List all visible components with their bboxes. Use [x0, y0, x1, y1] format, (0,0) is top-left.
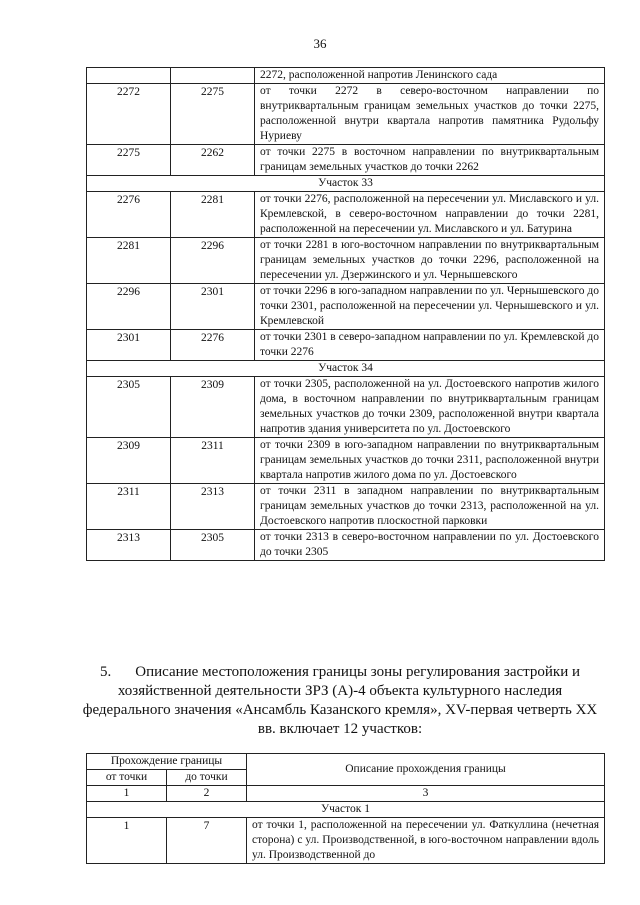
boundary-description: от точки 2311 в западном направлении по внутриквартальным границам земельных участков до точки 2313, расположенной на ул. Достоевского напротив плоскостной парковки: [255, 484, 605, 530]
point-to: [171, 68, 255, 84]
point-from: 2305: [87, 377, 171, 438]
section-label: Участок 34: [87, 361, 605, 377]
boundary-description: от точки 2272 в северо-восточном направлении по внутриквартальным границам земельных участков до точки 2275, расположенной внутри квартала напротив памятника Рудольфу Нуриеву: [255, 84, 605, 145]
boundary-description: от точки 2305, расположенной на ул. Достоевского напротив жилого дома, в восточном направлении по внутриквартальным границам земельных участков до точки 2309, расположенной внутри квартала напротив здания университета по ул. Достоевского: [255, 377, 605, 438]
point-to: 2309: [171, 377, 255, 438]
table-column-numbers: [87, 786, 605, 802]
column-number: 2: [167, 786, 247, 802]
point-from: 2313: [87, 530, 171, 561]
boundary-table-continued: [86, 67, 605, 561]
header-description: Описание прохождения границы: [247, 754, 605, 786]
point-to: 2296: [171, 238, 255, 284]
table-row: [87, 377, 605, 438]
column-number: 3: [247, 786, 605, 802]
table-row: [87, 84, 605, 145]
section-label: Участок 1: [87, 802, 605, 818]
point-from: 2309: [87, 438, 171, 484]
point-to: 2262: [171, 145, 255, 176]
column-number: 1: [87, 786, 167, 802]
point-to: 7: [167, 818, 247, 864]
table-row: [87, 238, 605, 284]
header-to: до точки: [167, 770, 247, 786]
point-to: 2305: [171, 530, 255, 561]
point-from: 2296: [87, 284, 171, 330]
point-from: 2275: [87, 145, 171, 176]
section-row: [87, 361, 605, 377]
boundary-description: от точки 2309 в юго-западном направлении по внутриквартальным границам земельных участков до точки 2311, расположенной внутри квартала напротив жилого дома по ул. Достоевского: [255, 438, 605, 484]
boundary-description: от точки 2281 в юго-восточном направлении по внутриквартальным границам земельных участков до точки 2296, расположенной на пересечении ул. Дзержинского и ул. Чернышевского: [255, 238, 605, 284]
table-row: [87, 68, 605, 84]
point-to: 2276: [171, 330, 255, 361]
point-to: 2311: [171, 438, 255, 484]
header-group: Прохождение границы: [87, 754, 247, 770]
section-heading: [80, 663, 600, 739]
boundary-description: от точки 2276, расположенной на пересечении ул. Миславского и ул. Кремлевской, в северо-восточном направлении до точки 2281, расположенной на пересечении ул. Миславского и ул. Батурина: [255, 192, 605, 238]
section-label: Участок 33: [87, 176, 605, 192]
point-from: 2281: [87, 238, 171, 284]
table-row: [87, 484, 605, 530]
table-row: [87, 192, 605, 238]
table-header-row: [87, 754, 605, 770]
section-row: [87, 802, 605, 818]
table-row: [87, 145, 605, 176]
boundary-description: от точки 2275 в восточном направлении по внутриквартальным границам земельных участков до точки 2262: [255, 145, 605, 176]
point-to: 2281: [171, 192, 255, 238]
point-from: 2276: [87, 192, 171, 238]
table-row: [87, 818, 605, 864]
section-number: 5.: [99, 664, 112, 680]
point-from: [87, 68, 171, 84]
header-from: от точки: [87, 770, 167, 786]
point-from: 2301: [87, 330, 171, 361]
boundary-description: 2272, расположенной напротив Ленинского сада: [255, 68, 605, 84]
section-row: [87, 176, 605, 192]
boundary-description: от точки 2296 в юго-западном направлении по ул. Чернышевского до точки 2301, расположенной на пересечении ул. Чернышевского и ул. Кремлевской: [255, 284, 605, 330]
point-from: 2272: [87, 84, 171, 145]
point-to: 2313: [171, 484, 255, 530]
table-row: [87, 530, 605, 561]
section-heading-text: Описание местоположения границы зоны регулирования застройки и хозяйственной деятельности ЗРЗ (А)-4 объекта культурного наследия федерального значения «Ансамбль Казанского кремля», XV-первая четверть XX вв. включает 12 участков:: [82, 664, 598, 737]
table-row: [87, 330, 605, 361]
point-from: 1: [87, 818, 167, 864]
boundary-description: от точки 2313 в северо-восточном направлении по ул. Достоевского до точки 2305: [255, 530, 605, 561]
boundary-description: от точки 1, расположенной на пересечении ул. Фаткуллина (нечетная сторона) с ул. Производственной, в юго-восточном направлении вдоль ул. Производственной до: [247, 818, 605, 864]
boundary-table-zrz: [86, 753, 605, 864]
page-number: 36: [313, 36, 327, 51]
point-to: 2301: [171, 284, 255, 330]
point-from: 2311: [87, 484, 171, 530]
point-to: 2275: [171, 84, 255, 145]
table-row: [87, 438, 605, 484]
boundary-description: от точки 2301 в северо-западном направлении по ул. Кремлевской до точки 2276: [255, 330, 605, 361]
table-row: [87, 284, 605, 330]
